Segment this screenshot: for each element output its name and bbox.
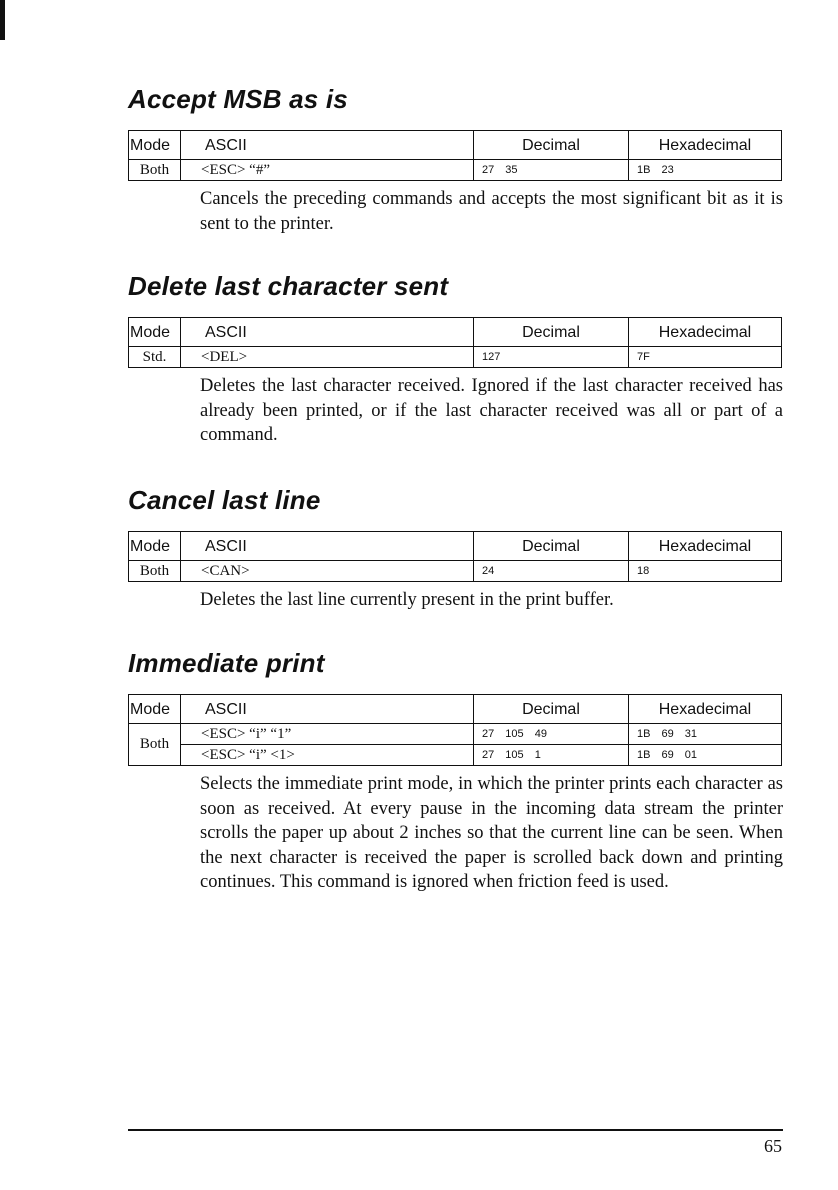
- table-header-row: [129, 695, 782, 724]
- command-table: [128, 531, 782, 582]
- table-header-row: [129, 131, 782, 160]
- table-header-row: [129, 318, 782, 347]
- header-mode: Mode: [129, 695, 181, 724]
- section-description: Deletes the last line currently present in the print buffer.: [200, 590, 614, 610]
- page-edge-mark: [0, 0, 5, 40]
- section-description: Cancels the preceding commands and accepts the most significant bit as it is sent to the printer.: [200, 189, 783, 234]
- cell-mode: Both: [129, 160, 181, 181]
- section-immediate-print: [128, 648, 783, 895]
- footer-rule: [128, 1129, 783, 1131]
- header-decimal: Decimal: [474, 695, 629, 724]
- section-delete-last-character: [128, 271, 783, 448]
- header-ascii: ASCII: [181, 131, 474, 160]
- command-table: [128, 317, 782, 368]
- section-description: Selects the immediate print mode, in which the printer prints each character as soon as received. At every pause in the incoming data stream the printer scrolls the paper up about 2 inches so that the current line can be seen. When the next character is received the paper is scrolled back down and printing continues. This command is ignored when friction feed is used.: [200, 774, 783, 892]
- cell-ascii: <ESC> “#”: [181, 160, 474, 181]
- table-row: [129, 160, 782, 181]
- table-row: [129, 561, 782, 582]
- header-decimal: Decimal: [474, 318, 629, 347]
- cell-hex: 7F: [629, 347, 782, 368]
- header-hex: Hexadecimal: [629, 695, 782, 724]
- section-title: Cancel last line: [128, 485, 321, 515]
- header-ascii: ASCII: [181, 695, 474, 724]
- cell-hex: 1B 69 31: [629, 724, 782, 745]
- page-number: 65: [764, 1136, 782, 1156]
- cell-decimal: 27 35: [474, 160, 629, 181]
- header-mode: Mode: [129, 131, 181, 160]
- section-title: Immediate print: [128, 648, 325, 678]
- section-title: Accept MSB as is: [128, 84, 348, 114]
- header-decimal: Decimal: [474, 131, 629, 160]
- header-decimal: Decimal: [474, 532, 629, 561]
- cell-hex: 1B 23: [629, 160, 782, 181]
- cell-hex: 18: [629, 561, 782, 582]
- cell-mode: Std.: [129, 347, 181, 368]
- cell-decimal: 127: [474, 347, 629, 368]
- table-row: [129, 347, 782, 368]
- cell-hex: 1B 69 01: [629, 745, 782, 766]
- header-hex: Hexadecimal: [629, 318, 782, 347]
- header-ascii: ASCII: [181, 532, 474, 561]
- table-header-row: [129, 532, 782, 561]
- cell-ascii: <ESC> “i” <1>: [181, 745, 474, 766]
- table-row: [129, 724, 782, 745]
- section-description: Deletes the last character received. Ignored if the last character received has already been printed, or if the last character received was all or part of a command.: [200, 376, 783, 445]
- cell-mode: Both: [129, 724, 181, 766]
- header-ascii: ASCII: [181, 318, 474, 347]
- cell-decimal: 27 105 1: [474, 745, 629, 766]
- header-hex: Hexadecimal: [629, 532, 782, 561]
- cell-ascii: <DEL>: [181, 347, 474, 368]
- cell-decimal: 27 105 49: [474, 724, 629, 745]
- cell-decimal: 24: [474, 561, 629, 582]
- cell-ascii: <ESC> “i” “1”: [181, 724, 474, 745]
- cell-mode: Both: [129, 561, 181, 582]
- command-table: [128, 694, 782, 766]
- command-table: [128, 130, 782, 181]
- section-title: Delete last character sent: [128, 271, 449, 301]
- cell-ascii: <CAN>: [181, 561, 474, 582]
- section-cancel-last-line: [128, 485, 783, 613]
- header-hex: Hexadecimal: [629, 131, 782, 160]
- table-row: [129, 745, 782, 766]
- header-mode: Mode: [129, 532, 181, 561]
- header-mode: Mode: [129, 318, 181, 347]
- section-accept-msb: [128, 84, 783, 236]
